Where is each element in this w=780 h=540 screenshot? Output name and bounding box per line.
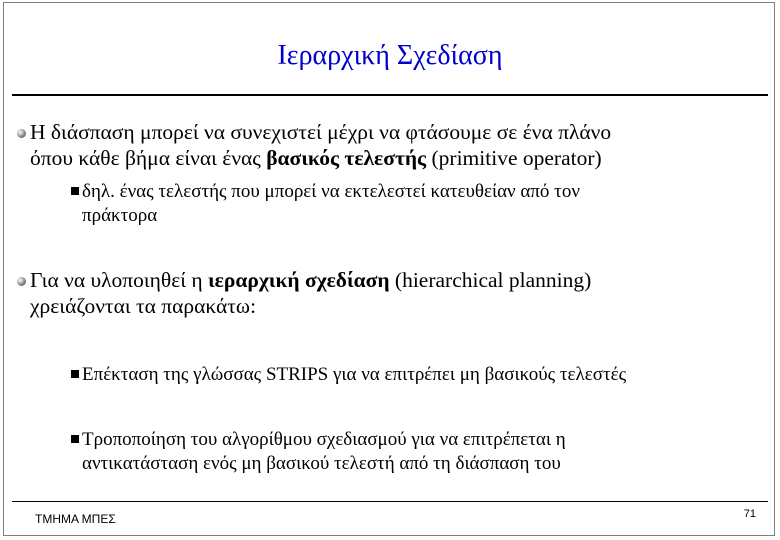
bullet-line bbox=[30, 145, 750, 171]
subbullet-algorithm-modification bbox=[82, 428, 762, 476]
text-run: (primitive operator) bbox=[426, 146, 602, 170]
subbullet-strips-extension bbox=[82, 363, 762, 387]
square-bullet-icon bbox=[71, 370, 79, 378]
footer-divider bbox=[12, 501, 768, 502]
subbullet-primitive-definition bbox=[82, 180, 762, 228]
bold-term: ιεραρχική σχεδίαση bbox=[208, 268, 390, 292]
subbullet-line: δηλ. ένας τελεστής που μπορεί να εκτελεστεί κατευθείαν από τον bbox=[82, 181, 580, 202]
text-run: Για να υλοποιηθεί η bbox=[30, 268, 209, 292]
bullet-line: χρειάζονται τα παρακάτω: bbox=[30, 294, 257, 318]
bold-term: βασικός τελεστής bbox=[266, 146, 427, 170]
bullet-line: Η διάσπαση μπορεί να συνεχιστεί μέχρι να φτάσουμε σε ένα πλάνο bbox=[30, 120, 612, 144]
bullet-decomposition bbox=[30, 119, 750, 171]
bullet-line bbox=[30, 267, 750, 293]
page-number: 71 bbox=[743, 508, 756, 520]
square-bullet-icon bbox=[71, 435, 79, 443]
text-run: όπου κάθε βήμα είναι ένας bbox=[30, 146, 267, 170]
bullet-requirements bbox=[30, 267, 750, 319]
subbullet-line: πράκτορα bbox=[82, 205, 158, 226]
title-divider bbox=[12, 94, 768, 96]
bullet-icon bbox=[17, 277, 26, 286]
text-run: (hierarchical planning) bbox=[389, 268, 592, 292]
subbullet-line: Τροποποίηση του αλγορίθμου σχεδιασμού για να επιτρέπεται η bbox=[82, 429, 566, 450]
bullet-icon bbox=[17, 129, 26, 138]
footer-department: ΤΜΗΜΑ ΜΠΕΣ bbox=[35, 512, 116, 526]
subbullet-line: αντικατάσταση ενός μη βασικού τελεστή από τη διάσπαση του bbox=[82, 453, 561, 474]
square-bullet-icon bbox=[71, 187, 79, 195]
subbullet-line: Επέκταση της γλώσσας STRIPS για να επιτρέπει μη βασικούς τελεστές bbox=[82, 364, 627, 385]
slide-title: Ιεραρχική Σχεδίαση bbox=[277, 40, 503, 71]
